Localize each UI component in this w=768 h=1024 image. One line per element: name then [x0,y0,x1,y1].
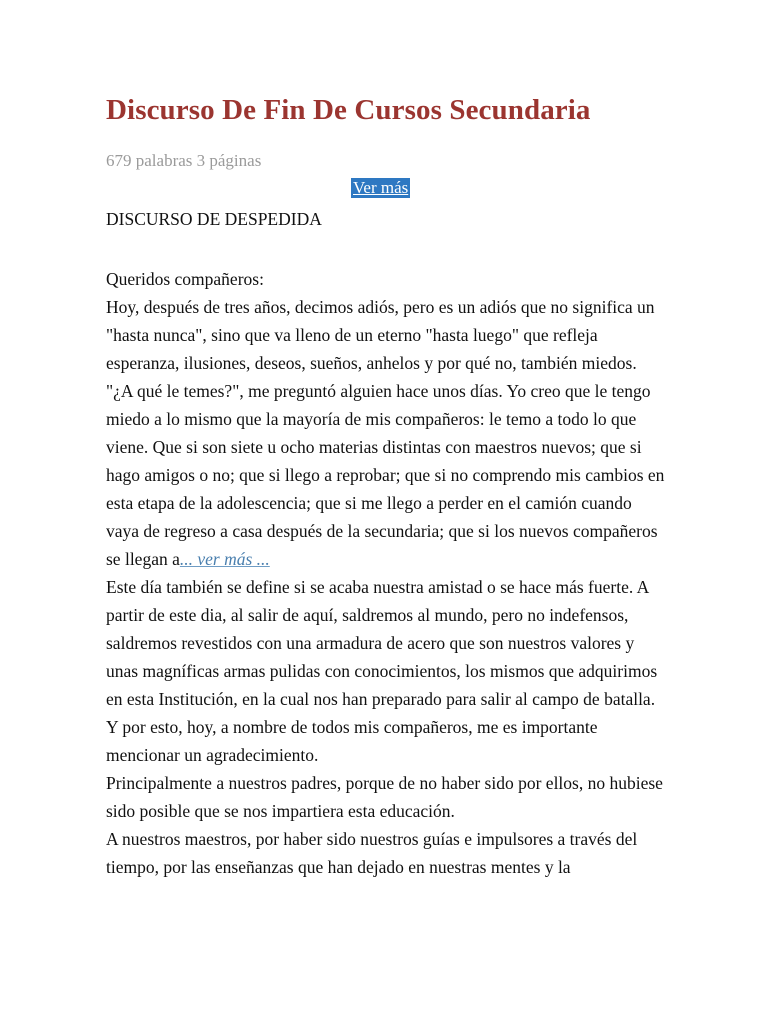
ver-mas-inline-link[interactable]: ... ver más ... [179,549,270,569]
paragraph: Queridos compañeros: [106,269,264,289]
paragraph [106,377,666,573]
paragraph: Hoy, después de tres años, decimos adiós, pero es un adiós que no significa un "hasta nunca", sino que va lleno de un eterno "hasta luego" que refleja esperanza, ilusiones, deseos, sueños, anhelos y por qué no, también miedos. [106,297,655,373]
paragraph-text: "¿A qué le temes?", me preguntó alguien hace unos días. Yo creo que le tengo miedo a lo mismo que la mayoría de mis compañeros: le temo a todo lo que viene. Que si son siete u ocho materias distintas con maestros nuevos; que si hago amigos o no; que si llego a reprobar; que si no comprendo mis cambios en esta etapa de la adolescencia; que si me llego a perder en el camión cuando vaya de regreso a casa después de la secundaria; que si los nuevos compañeros se llegan a [106,381,665,569]
section-heading: DISCURSO DE DESPEDIDA [106,209,322,229]
paragraph: Y por esto, hoy, a nombre de todos mis compañeros, me es importante mencionar un agradecimiento. [106,717,598,765]
ver-mas-row [351,178,410,198]
ver-mas-button[interactable]: Ver más [353,178,409,197]
paragraph: A nuestros maestros, por haber sido nuestros guías e impulsores a través del tiempo, por las enseñanzas que han dejado en nuestras mentes y la [106,829,638,877]
paragraph: Principalmente a nuestros padres, porque de no haber sido por ellos, no hubiese sido posible que se nos impartiera esta educación. [106,773,663,821]
document-title: Discurso De Fin De Cursos Secundaria [106,94,591,126]
document-meta: 679 palabras 3 páginas [106,151,262,170]
document-page [106,92,666,877]
paragraph: Este día también se define si se acaba nuestra amistad o se hace más fuerte. A partir de este dia, al salir de aquí, saldremos al mundo, pero no indefensos, saldremos revestidos con una armadura de acero que son nuestros valores y unas magníficas armas pulidas con conocimientos, los mismos que adquirimos en esta Institución, en la cual nos han preparado para salir al campo de batalla. [106,577,658,709]
document-body [106,265,666,881]
